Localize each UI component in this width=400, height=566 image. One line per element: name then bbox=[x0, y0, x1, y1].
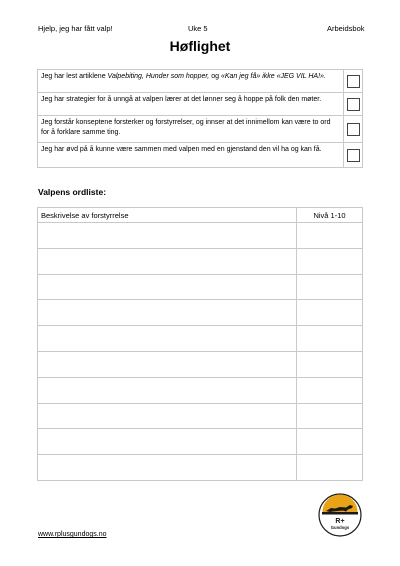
checklist-text-part: «Kan jeg få» ikke «JEG VIL HA!». bbox=[220, 73, 326, 80]
page-title: Høflighet bbox=[169, 38, 231, 54]
vocab-description-cell[interactable] bbox=[38, 326, 297, 352]
vocab-row bbox=[38, 223, 363, 249]
vocab-description-cell[interactable] bbox=[38, 300, 297, 326]
checkbox[interactable] bbox=[347, 123, 360, 136]
checklist-row bbox=[38, 93, 363, 116]
vocab-col-level: Nivå 1-10 bbox=[297, 208, 363, 223]
checklist-text bbox=[38, 93, 344, 116]
vocab-level-cell[interactable] bbox=[297, 223, 363, 249]
checklist-text-part: Jeg har lest artiklene bbox=[41, 73, 108, 80]
vocab-row bbox=[38, 248, 363, 274]
checklist-text bbox=[38, 143, 344, 168]
vocab-heading: Valpens ordliste: bbox=[38, 187, 107, 197]
vocab-description-cell[interactable] bbox=[38, 223, 297, 249]
vocab-description-cell[interactable] bbox=[38, 274, 297, 300]
vocab-row bbox=[38, 429, 363, 455]
header-right-text: Arbeidsbok bbox=[327, 24, 365, 33]
checklist-text-part: Jeg har øvd på å kunne være sammen med valpen med en gjenstand den vil ha og kan få. bbox=[41, 146, 322, 153]
vocab-level-cell[interactable] bbox=[297, 403, 363, 429]
vocab-description-cell[interactable] bbox=[38, 429, 297, 455]
checkbox-cell bbox=[344, 143, 363, 168]
logo-text-gundogs: Gundogs bbox=[330, 525, 350, 530]
vocab-level-cell[interactable] bbox=[297, 326, 363, 352]
vocab-row bbox=[38, 351, 363, 377]
checklist-row bbox=[38, 143, 363, 168]
vocab-row bbox=[38, 403, 363, 429]
vocab-level-cell[interactable] bbox=[297, 429, 363, 455]
checkbox-cell bbox=[344, 116, 363, 143]
vocab-row bbox=[38, 300, 363, 326]
vocab-description-cell[interactable] bbox=[38, 377, 297, 403]
vocab-level-cell[interactable] bbox=[297, 274, 363, 300]
website-link[interactable]: www.rplusgundogs.no bbox=[38, 531, 107, 538]
checklist-row bbox=[38, 70, 363, 93]
checklist-row bbox=[38, 116, 363, 143]
vocab-level-cell[interactable] bbox=[297, 300, 363, 326]
checklist-table bbox=[37, 69, 363, 168]
header-week: Uke 5 bbox=[188, 24, 208, 33]
vocab-header-row bbox=[38, 208, 363, 223]
vocab-table bbox=[37, 207, 363, 481]
checkbox[interactable] bbox=[347, 149, 360, 162]
header-left-text: Hjelp, jeg har fått valp! bbox=[38, 24, 113, 33]
vocab-description-cell[interactable] bbox=[38, 455, 297, 481]
checkbox-cell bbox=[344, 93, 363, 116]
checklist-text bbox=[38, 70, 344, 93]
vocab-row bbox=[38, 274, 363, 300]
checklist-text-part: Valpebiting, Hunder som hopper, bbox=[107, 73, 210, 80]
rplus-gundogs-logo bbox=[318, 493, 362, 537]
checklist-text-part: Jeg forstår konseptene forsterker og forstyrrelser, og innser at det innimellom kan være to ord for å forklare samme ting. bbox=[41, 119, 331, 136]
vocab-col-description: Beskrivelse av forstyrrelse bbox=[38, 208, 297, 223]
checklist-text-part: og bbox=[209, 73, 221, 80]
vocab-description-cell[interactable] bbox=[38, 248, 297, 274]
checklist-text bbox=[38, 116, 344, 143]
logo-band bbox=[322, 512, 358, 515]
vocab-level-cell[interactable] bbox=[297, 455, 363, 481]
checkbox-cell bbox=[344, 70, 363, 93]
vocab-row bbox=[38, 455, 363, 481]
vocab-row bbox=[38, 326, 363, 352]
vocab-level-cell[interactable] bbox=[297, 248, 363, 274]
vocab-description-cell[interactable] bbox=[38, 351, 297, 377]
checklist-text-part: Jeg har strategier for å unngå at valpen lærer at det lønner seg å hoppe på folk den møter. bbox=[41, 96, 322, 103]
vocab-level-cell[interactable] bbox=[297, 377, 363, 403]
checkbox[interactable] bbox=[347, 98, 360, 111]
vocab-description-cell[interactable] bbox=[38, 403, 297, 429]
vocab-row bbox=[38, 377, 363, 403]
checkbox[interactable] bbox=[347, 75, 360, 88]
vocab-level-cell[interactable] bbox=[297, 351, 363, 377]
logo-text-rplus: R+ bbox=[335, 518, 345, 525]
